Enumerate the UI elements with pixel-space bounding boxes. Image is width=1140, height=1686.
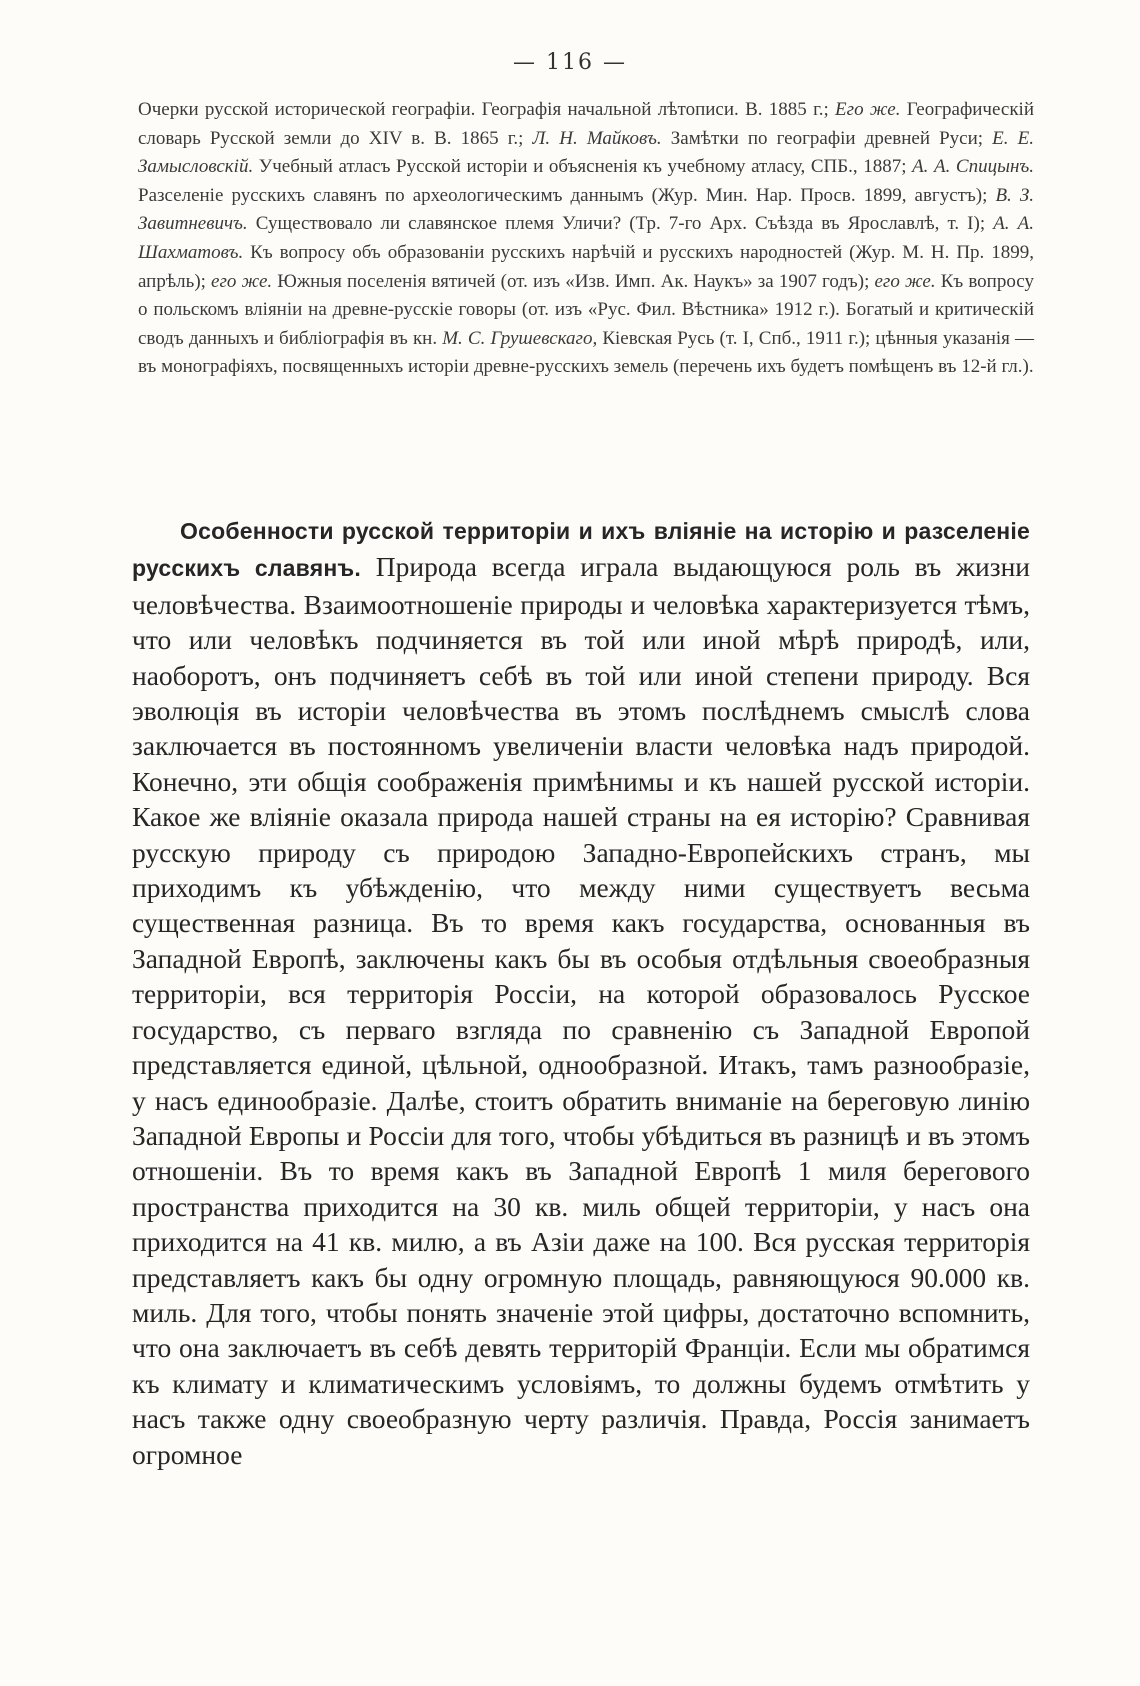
bibliography-author: В. З. Завитневичъ. bbox=[138, 184, 1035, 235]
bibliography-author: его же. bbox=[211, 270, 273, 292]
bibliography-author: Е. Е. Замысловскій. bbox=[138, 127, 1034, 178]
bibliography-author: А. А. Спицынъ. bbox=[912, 156, 1034, 178]
bibliography-text: Существовало ли славянское племя Уличи? (Тр. 7-го Арх. Съѣзда въ Ярославлѣ, т. I); bbox=[247, 213, 994, 235]
bibliography-author: М. С. Грушевскаго, bbox=[442, 327, 598, 349]
bibliography-paragraph bbox=[138, 96, 1034, 382]
bibliography-text: Учебный атласъ Русской исторіи и объясненія къ учебному атласу, СПБ., 1887; bbox=[253, 156, 913, 178]
bibliography-author: Его же. bbox=[835, 99, 901, 120]
section-body: Природа всегда играла выдающуюся роль въ жизни человѣчества. Взаимоотношеніе природы и человѣка характеризуется тѣмъ, что или человѣкъ подчиняется въ той или иной мѣрѣ природѣ, или, наоборотъ, онъ подчиняетъ себѣ въ той или иной степени природу. Вся эволюція въ исторіи человѣчества въ этомъ послѣднемъ смыслѣ слова заключается въ постоянномъ увеличеніи власти человѣка надъ природой. Конечно, эти общія соображенія примѣнимы и къ нашей русской исторіи. Какое же вліяніе оказала природа нашей страны на ея исторію? Сравнивая русскую природу съ природою Западно-Европейскихъ странъ, мы приходимъ къ убѣжденію, что между ними существуетъ весьма существенная разница. Въ то время какъ государства, основанныя въ Западной Европѣ, заключены какъ бы въ особыя отдѣльныя своеобразныя территоріи, вся территорія Россіи, на которой образовалось Русское государство, съ перваго взгляда по сравненію съ Западной Европой представляется единой, цѣльной, однообразной. Итакъ, тамъ разнообразіе, у насъ единообразіе. Далѣе, стоитъ обратить вниманіе на береговую линію Западной Европы и Россіи для того, чтобы убѣдиться въ разницѣ и въ этомъ отношеніи. Въ то время какъ въ Западной Европѣ 1 миля берегового пространства приходится на 30 кв. миль общей территоріи, у насъ она приходится на 41 кв. милю, а въ Азіи даже на 100. Вся русская территорія представляетъ какъ бы одну огромную площадь, равняющуюся 90.000 кв. миль. Для того, чтобы понять значеніе этой цифры, достаточно вспомнить, что она заключаетъ въ себѣ девять территорій Франціи. Если мы обратимся къ климату и климатическимъ условіямъ, то должны будемъ отмѣтить у насъ также одну своеобразную черту различія. Правда, Россія занимаетъ огромное bbox=[132, 551, 1031, 1470]
bibliography-text: Южныя поселенія вятичей (от. изъ «Изв. Имп. Ак. Наукъ» за 1907 годъ); bbox=[272, 270, 875, 292]
bibliography-text: Очерки русской исторической географіи. Географія начальной лѣтописи. В. 1885 г.; bbox=[138, 99, 836, 120]
bibliography-text: Къ вопросу объ образованіи русскихъ нарѣчій и русскихъ народностей (Жур. М. Н. Пр. 1899, апрѣль); bbox=[138, 241, 1034, 292]
bibliography-text: Кіевская Русь (т. I, Спб., 1911 г.); цѣнныя указанія — въ монографіяхъ, посвященныхъ исторіи древне-русскихъ земель (перечень ихъ будетъ помѣщенъ въ 12-й гл.). bbox=[138, 327, 1034, 378]
section-title: Особенности русской территоріи и ихъ вліяніе на исторію и разселеніе русскихъ славянъ. bbox=[132, 518, 1030, 582]
page-number: — 116 — bbox=[513, 50, 627, 75]
bibliography-text: Къ вопросу о польскомъ вліяніи на древне-русскіе говоры (от. изъ «Рус. Фил. Вѣстника» 1912 г.). Богатый и критическій сводъ данныхъ и библіографія въ кн. bbox=[138, 270, 1034, 349]
bibliography-author: его же. bbox=[874, 270, 936, 292]
bibliography-author: А. А. Шахматовъ. bbox=[138, 213, 1034, 263]
section-paragraph bbox=[132, 512, 1030, 1472]
bibliography-text: Географическій словарь Русской земли до XIV в. В. 1865 г.; bbox=[138, 99, 1035, 149]
bibliography-author: Л. Н. Майковъ. bbox=[532, 127, 662, 149]
bibliography-text: Разселеніе русскихъ славянъ по археологическимъ даннымъ (Жур. Мин. Нар. Просв. 1899, августъ); bbox=[138, 184, 996, 206]
bibliography-text: Замѣтки по географіи древней Руси; bbox=[661, 127, 993, 149]
